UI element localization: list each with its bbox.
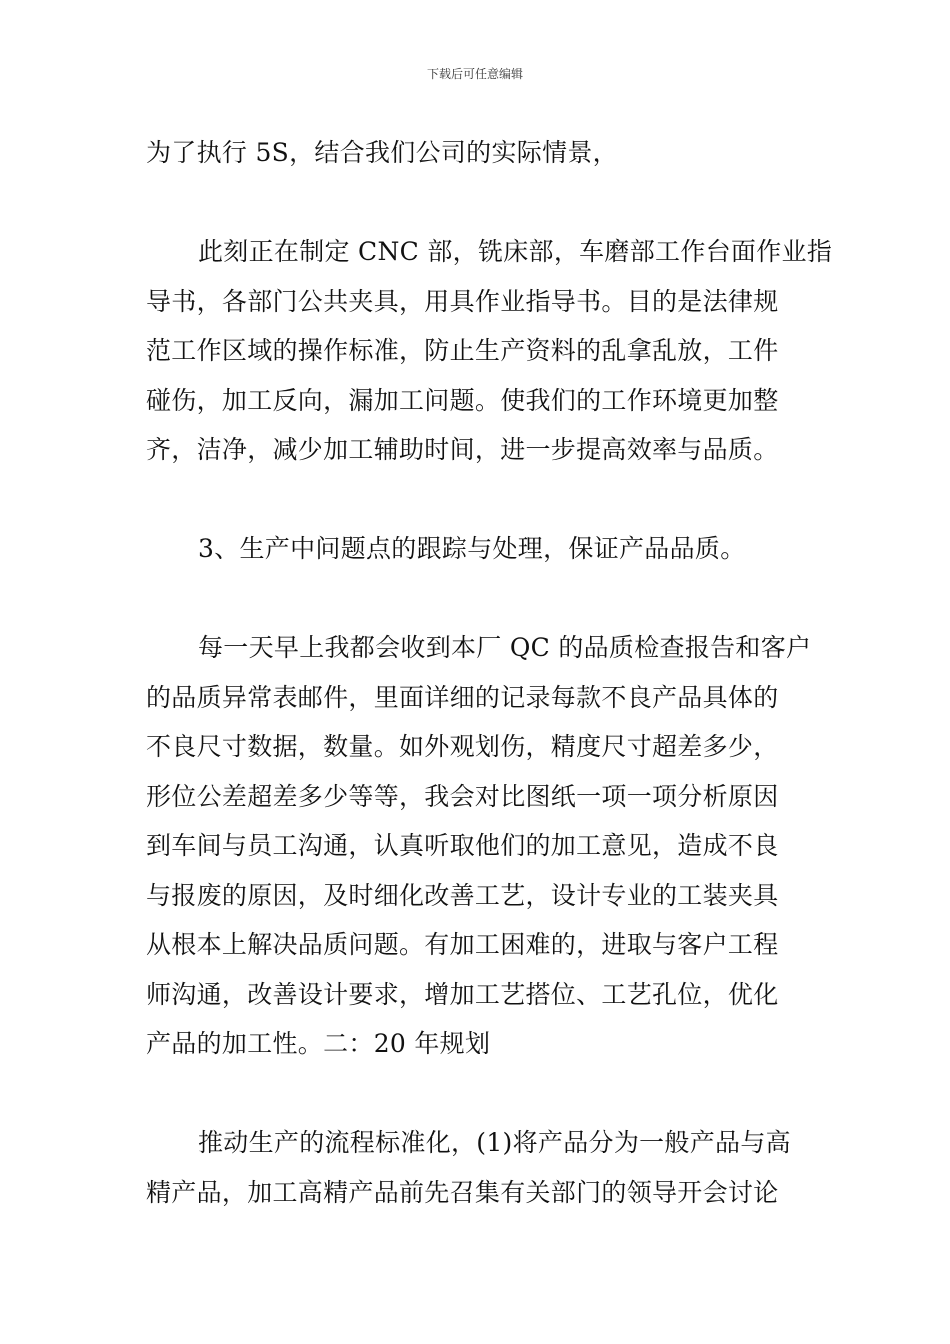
- paragraph-line: 到车间与员工沟通，认真听取他们的加工意见，造成不良: [146, 831, 779, 860]
- section-heading: 3、生产中问题点的跟踪与处理，保证产品品质。: [198, 534, 746, 563]
- paragraph-line: 与报废的原因，及时细化改善工艺，设计专业的工装夹具: [146, 880, 779, 910]
- paragraph-line: 推动生产的流程标准化，(1)将产品分为一般产品与高: [198, 1128, 791, 1157]
- paragraph-line: 齐，洁净，减少加工辅助时间，进一步提高效率与品质。: [146, 435, 779, 464]
- paragraph-spacer: [146, 574, 812, 624]
- paragraph-line: 碰伤，加工反向，漏加工问题。使我们的工作环境更加整: [146, 385, 779, 415]
- paragraph-line: 精产品，加工高精产品前先召集有关部门的领导开会讨论: [146, 1177, 779, 1207]
- paragraph-line: 导书，各部门公共夹具，用具作业指导书。目的是法律规: [146, 286, 779, 316]
- paragraph-line: 的品质异常表邮件，里面详细的记录每款不良产品具体的: [146, 682, 779, 712]
- paragraph-line: 为了执行 5S，结合我们公司的实际情景，: [146, 138, 618, 167]
- paragraph-line: 此刻正在制定 CNC 部，铣床部，车磨部工作台面作业指: [198, 237, 833, 266]
- page-header: 下载后可任意编辑: [426, 67, 523, 81]
- paragraph-line: 产品的加工性。二：20 年规划: [146, 1029, 491, 1058]
- document-body: [146, 128, 833, 1217]
- paragraph-line: 不良尺寸数据，数量。如外观划伤，精度尺寸超差多少，: [146, 732, 779, 761]
- paragraph-line: 师沟通，改善设计要求，增加工艺搭位、工艺孔位，优化: [146, 979, 779, 1009]
- paragraph-line: 每一天早上我都会收到本厂 QC 的品质检查报告和客户: [198, 633, 812, 662]
- paragraph-line: 形位公差超差多少等等，我会对比图纸一项一项分析原因: [146, 781, 779, 811]
- paragraph-spacer: [146, 475, 812, 525]
- paragraph-line: 范工作区域的操作标准，防止生产资料的乱拿乱放，工件: [146, 336, 779, 365]
- paragraph-spacer: [146, 1069, 812, 1119]
- paragraph-spacer: [146, 178, 812, 228]
- paragraph-line: 从根本上解决品质问题。有加工困难的，进取与客户工程: [146, 930, 779, 959]
